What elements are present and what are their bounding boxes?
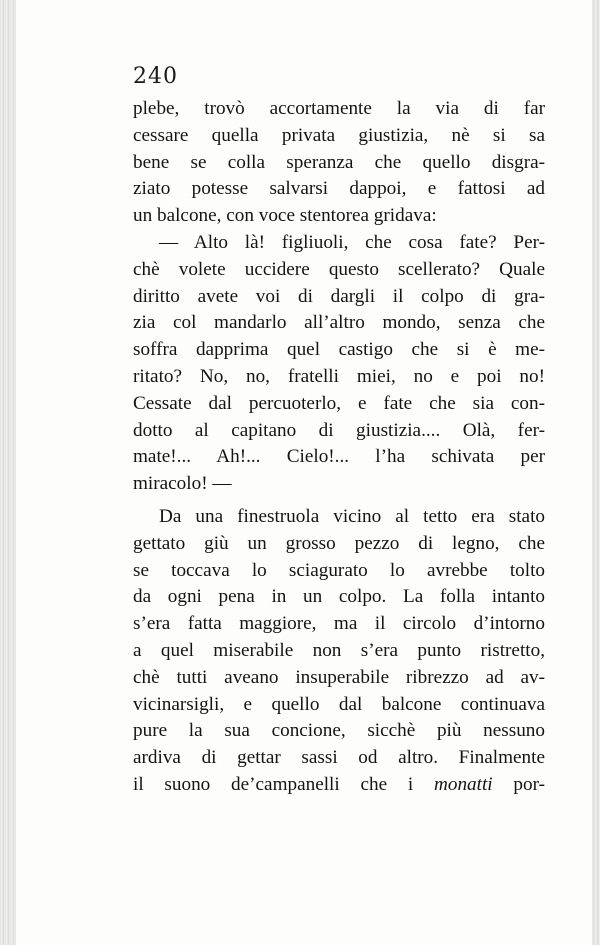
text-line: miracolo! — [133, 473, 232, 495]
page-edge [592, 0, 600, 945]
text-line: bene se colla speranza che quello disgra- [133, 151, 545, 173]
italic-word: monatti [434, 773, 493, 795]
text-line: Da una finestruola vicino al tetto era stato [159, 505, 545, 527]
text-line: cessare quella privata giustizia, nè si sa [133, 124, 545, 146]
text-line: ziato potesse salvarsi dappoi, e fattosi ad [133, 178, 545, 200]
paragraph-1 [133, 96, 545, 230]
text-line: plebe, trovò accortamente la via di far [133, 98, 545, 119]
text-line: mate!... Ah!... Cielo!... l’ha schivata per [133, 446, 545, 468]
text-line: dotto al capitano di giustizia.... Olà, fer- [133, 419, 545, 441]
text-line: Cessate dal percuoterlo, e fate che sia con- [133, 392, 545, 414]
body-text [133, 96, 545, 799]
text-line: soffra dapprima quel castigo che si è me- [133, 339, 545, 361]
text-line: gettato giù un grosso pezzo di legno, che [133, 532, 545, 554]
paragraph-3 [133, 504, 545, 799]
text-line: ardiva di gettar sassi od altro. Finalmente [133, 747, 545, 769]
final-line-start: il suono de’campanelli che i [133, 773, 414, 795]
text-line: diritto avete voi di dargli il colpo di gra- [133, 285, 545, 307]
text-line: a quel miserabile non s’era punto ristretto, [133, 639, 545, 661]
text-line: ritato? No, no, fratelli miei, no e poi no! [133, 365, 545, 387]
text-line: zia col mandarlo all’altro mondo, senza che [133, 312, 545, 334]
text-line: vicinarsigli, e quello dal balcone continuava [133, 693, 545, 715]
text-line: — Alto là! figliuoli, che cosa fate? Per- [159, 231, 545, 253]
paragraph-2 [133, 230, 545, 498]
text-line: un balcone, con voce stentorea gridava: [133, 205, 437, 227]
text-line: pure la sua concione, sicchè più nessuno [133, 720, 545, 742]
page-number: 240 [133, 64, 178, 89]
text-line: chè tutti aveano insuperabile ribrezzo ad av- [133, 666, 545, 688]
final-line-end: por- [513, 773, 546, 795]
text-line: s’era fatta maggiore, ma il circolo d’intorno [133, 613, 545, 635]
text-line: chè volete uccidere questo scellerato? Quale [133, 258, 545, 280]
text-line: da ogni pena in un colpo. La folla intanto [133, 586, 545, 608]
binding-edge [0, 0, 16, 945]
text-line-final [133, 772, 545, 799]
text-line: se toccava lo sciagurato lo avrebbe tolto [133, 559, 545, 581]
